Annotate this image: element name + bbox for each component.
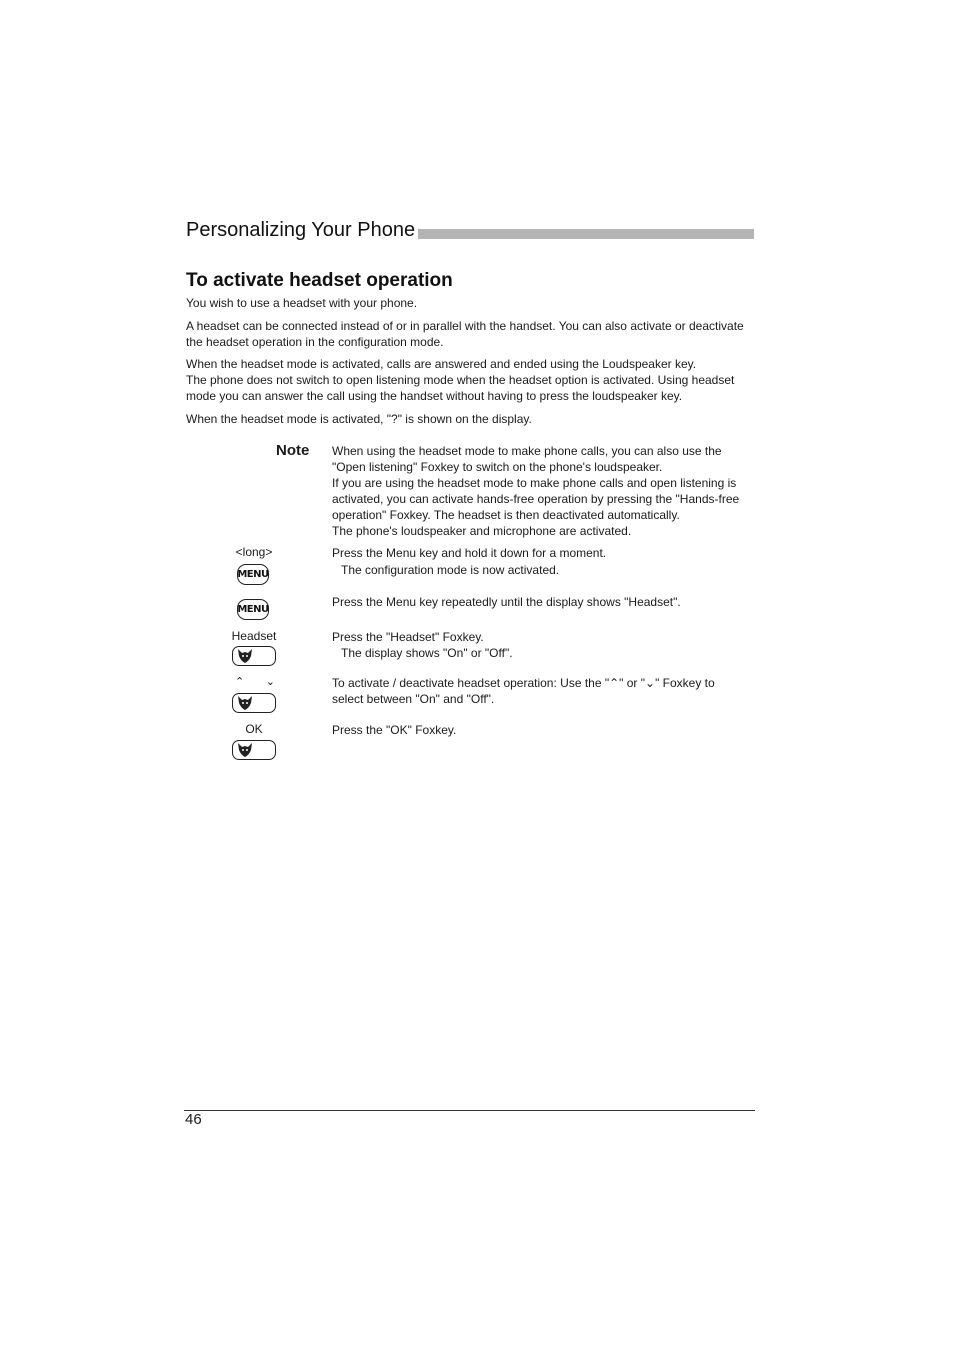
step-1-key-label: <long> bbox=[235, 545, 273, 559]
note-text: When using the headset mode to make phone calls, you can also use the "Open listening" Foxkey to switch on the phone's loudspeaker. If you are using the headset mode to make phone calls and open listening is activated, you can activate hands-free operation by pressing the "Hands-free operation" Foxkey. The headset is then deactivated automatically. The phone's loudspeaker and microphone are activated. bbox=[332, 444, 740, 538]
menu-key-icon: MENU bbox=[237, 564, 269, 585]
paragraph-intro: You wish to use a headset with your phone. bbox=[186, 296, 418, 310]
step-3-text: Press the "Headset" Foxkey. The display shows "On" or "Off". bbox=[332, 630, 513, 660]
chapter-title-bar bbox=[418, 229, 754, 239]
double-down-arrow-icon: ⌄ bbox=[265, 676, 275, 688]
menu-key-icon: MENU bbox=[237, 599, 269, 620]
foxkey-icon bbox=[232, 740, 276, 760]
step-4-text: To activate / deactivate headset operation: Use the "⌃" or "⌄" Foxkey to select between "On" and "Off". bbox=[332, 676, 715, 706]
step-5-key-label: OK bbox=[245, 722, 263, 736]
step-2-text: Press the Menu key repeatedly until the display shows "Headset". bbox=[332, 595, 681, 609]
fox-head-icon bbox=[236, 648, 254, 664]
foxkey-icon bbox=[232, 646, 276, 666]
paragraph-headset-mode: When the headset mode is activated, calls are answered and ended using the Loudspeaker key. The phone does not switch to open listening mode when the headset option is activated. Using headset mode you can answer the call using the handset without having to press the loudspeaker key. bbox=[186, 357, 735, 403]
fox-head-icon bbox=[236, 695, 254, 711]
fox-head-icon bbox=[236, 742, 254, 758]
page-number: 46 bbox=[185, 1111, 202, 1128]
paragraph-display-symbol: When the headset mode is activated, "?" is shown on the display. bbox=[186, 412, 532, 426]
footer-rule bbox=[184, 1110, 755, 1111]
step-5-text: Press the "OK" Foxkey. bbox=[332, 723, 457, 737]
up-down-arrows-icon bbox=[235, 675, 275, 688]
paragraph-connection: A headset can be connected instead of or in parallel with the handset. You can also activate or deactivate the headset operation in the configuration mode. bbox=[186, 319, 744, 349]
section-title: To activate headset operation bbox=[186, 270, 453, 291]
double-up-arrow-icon: ⌃ bbox=[235, 676, 245, 688]
foxkey-icon bbox=[232, 693, 276, 713]
step-1-text: Press the Menu key and hold it down for a moment. The configuration mode is now activated. bbox=[332, 546, 607, 577]
note-label: Note bbox=[276, 442, 310, 459]
chapter-title: Personalizing Your Phone bbox=[186, 219, 416, 241]
step-3-key-label: Headset bbox=[231, 629, 277, 643]
